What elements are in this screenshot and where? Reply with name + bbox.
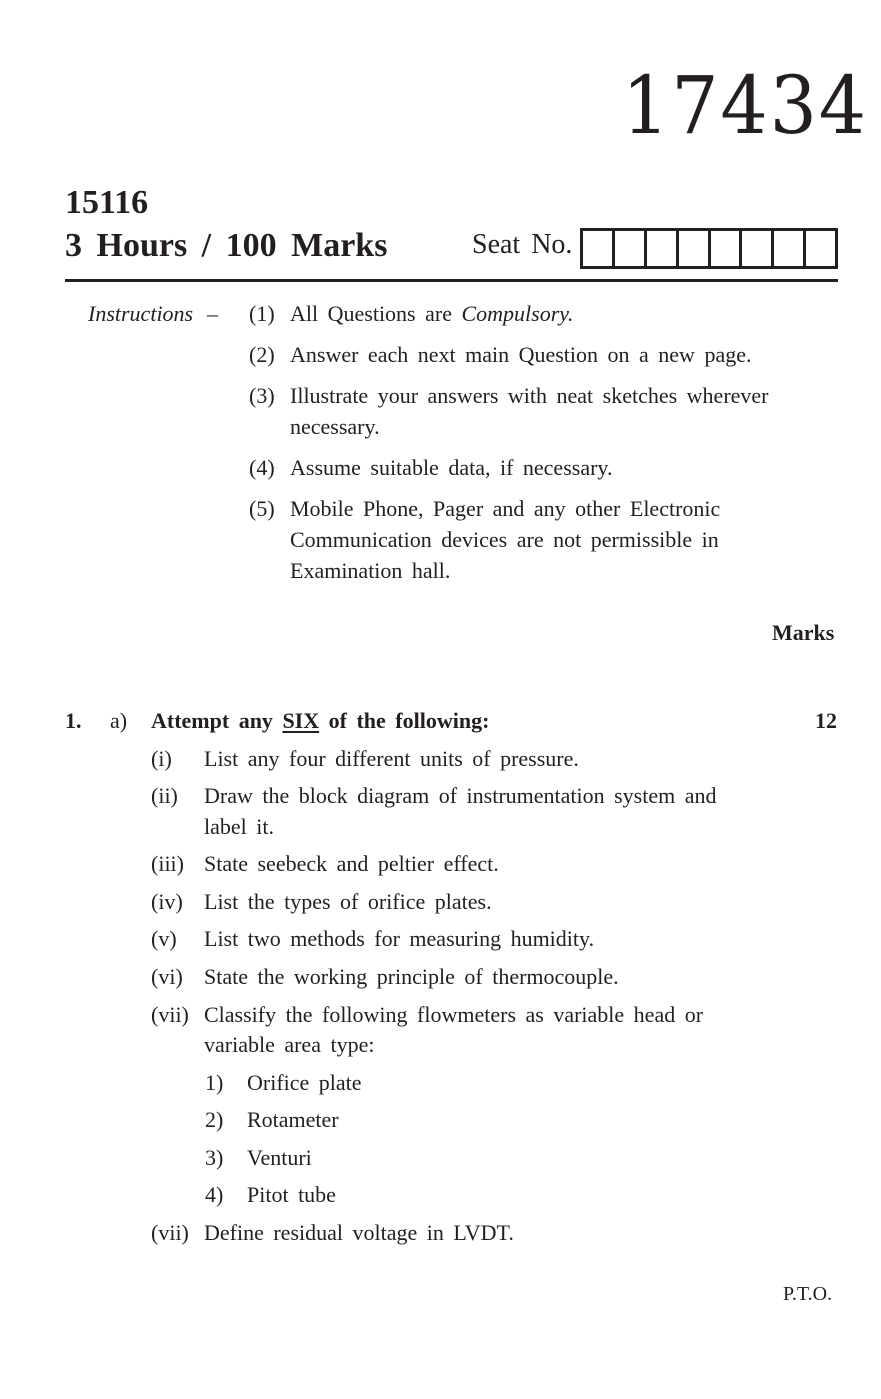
duration-marks: 3 Hours / 100 Marks <box>65 227 388 264</box>
flowmeter-item-text: Orifice plate <box>247 1070 362 1095</box>
subquestion-number: (i) <box>151 746 172 771</box>
question-marks: 12 <box>815 708 837 733</box>
subquestion-text: Classify the following flowmeters as variable head or <box>204 1002 704 1027</box>
question-part: a) <box>110 708 128 733</box>
seat-number-label: Seat No. <box>472 229 573 260</box>
subquestion-text: variable area type: <box>204 1032 375 1057</box>
flowmeter-item-text: Venturi <box>247 1145 312 1170</box>
subquestion-text: List any four different units of pressure. <box>204 746 579 771</box>
marks-column-heading: Marks <box>772 620 835 645</box>
instruction-text: necessary. <box>290 414 380 439</box>
question-number: 1. <box>65 708 82 733</box>
subquestion-number: (iii) <box>151 851 184 876</box>
instruction-number: (4) <box>249 455 275 480</box>
subquestion-text: Draw the block diagram of instrumentation system and <box>204 783 717 808</box>
instructions-dash: – <box>207 301 218 326</box>
header-divider <box>65 279 838 282</box>
seat-number-cell[interactable] <box>774 231 806 266</box>
subquestion-number: (v) <box>151 926 177 951</box>
instruction-text: Communication devices are not permissible in <box>290 527 719 552</box>
seat-number-cell[interactable] <box>647 231 679 266</box>
flowmeter-item-number: 1) <box>205 1070 224 1095</box>
instruction-number: (1) <box>249 301 275 326</box>
seat-number-cell[interactable] <box>583 231 615 266</box>
instructions-label: Instructions <box>88 301 194 326</box>
subquestion-text: State the working principle of thermocouple. <box>204 964 619 989</box>
subquestion-number: (vii) <box>151 1002 189 1027</box>
seat-number-cell[interactable] <box>679 231 711 266</box>
instruction-text: Illustrate your answers with neat sketches wherever <box>290 383 769 408</box>
seat-number-cell[interactable] <box>742 231 774 266</box>
seat-number-boxes[interactable] <box>580 228 838 269</box>
seat-number-cell[interactable] <box>711 231 743 266</box>
subquestion-text: List two methods for measuring humidity. <box>204 926 595 951</box>
subquestion-number: (vii) <box>151 1220 189 1245</box>
paper-code: 17434 <box>622 59 868 152</box>
instruction-text: All Questions are Compulsory. <box>290 301 574 326</box>
instruction-text: Answer each next main Question on a new page. <box>290 342 752 367</box>
subquestion-number: (vi) <box>151 964 183 989</box>
subquestion-number: (iv) <box>151 889 183 914</box>
flowmeter-item-text: Pitot tube <box>247 1182 336 1207</box>
instruction-number: (3) <box>249 383 275 408</box>
subquestion-text: State seebeck and peltier effect. <box>204 851 499 876</box>
subject-code: 15116 <box>65 184 149 221</box>
page-turn-over-note: P.T.O. <box>783 1283 833 1305</box>
instruction-text: Mobile Phone, Pager and any other Electronic <box>290 496 721 521</box>
flowmeter-item-number: 3) <box>205 1145 224 1170</box>
flowmeter-item-number: 4) <box>205 1182 224 1207</box>
subquestion-number: (ii) <box>151 783 178 808</box>
flowmeter-item-number: 2) <box>205 1107 224 1132</box>
instruction-number: (2) <box>249 342 275 367</box>
question-title: Attempt any SIX of the following: <box>151 708 490 733</box>
flowmeter-item-text: Rotameter <box>247 1107 339 1132</box>
subquestion-text: Define residual voltage in LVDT. <box>204 1220 514 1245</box>
seat-number-cell[interactable] <box>615 231 647 266</box>
instruction-text: Assume suitable data, if necessary. <box>290 455 613 480</box>
instruction-text: Examination hall. <box>290 558 451 583</box>
subquestion-text: List the types of orifice plates. <box>204 889 492 914</box>
subquestion-text: label it. <box>204 814 274 839</box>
seat-number-cell[interactable] <box>806 231 835 266</box>
instruction-number: (5) <box>249 496 275 521</box>
